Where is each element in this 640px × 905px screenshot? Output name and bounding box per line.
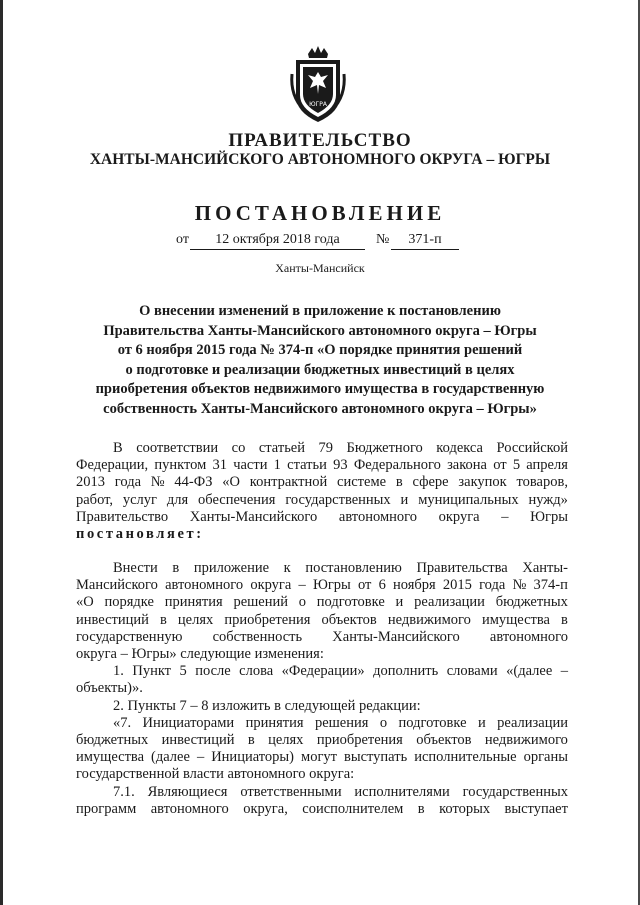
body-line: округа – Югры» следующие изменения:: [76, 646, 324, 663]
word: в: [561, 611, 568, 628]
word: Пункт: [132, 663, 172, 680]
date-prefix: от: [176, 232, 189, 247]
word: могут: [301, 749, 337, 766]
word: Правительства: [416, 560, 508, 576]
word: ноября: [393, 577, 436, 594]
word: (далее: [151, 749, 190, 766]
body-line: [76, 440, 568, 457]
word: Бюджетного: [346, 440, 423, 456]
city: Ханты-Мансийск: [275, 261, 365, 275]
word: объектов: [321, 611, 377, 628]
word: инвестиций: [76, 611, 149, 628]
word: «7.: [113, 714, 132, 731]
word: –: [196, 749, 205, 766]
point-7-1: [76, 784, 568, 801]
document-subject: [60, 302, 580, 419]
word: которых: [439, 800, 491, 817]
word: имущества: [481, 611, 550, 628]
word: –: [560, 663, 568, 680]
word: реализации: [414, 594, 485, 611]
word: 1: [273, 457, 281, 474]
word: 1.: [113, 663, 124, 680]
item-1: [76, 663, 568, 680]
word: для: [166, 491, 189, 508]
word: о: [379, 714, 388, 731]
word: Ханты-: [522, 560, 568, 576]
word: государственную: [76, 628, 183, 645]
word: в: [247, 732, 255, 749]
word: 2015: [442, 577, 472, 594]
word: выступать: [344, 749, 408, 766]
word: Инициаторами: [142, 714, 235, 731]
amendment-paragraph: [76, 560, 568, 818]
body-line-text: [113, 784, 568, 801]
word: органы: [523, 749, 568, 766]
word: приобретения: [224, 611, 311, 628]
emblem-label: ЮГРА: [309, 101, 327, 108]
point-7: [76, 715, 568, 732]
word: бюджетных: [495, 594, 568, 611]
subject-line: о подготовке и реализации бюджетных инвестиций в целях: [125, 361, 515, 378]
word: нужд»: [528, 491, 568, 508]
word: постановлению: [305, 560, 402, 576]
word: после: [195, 663, 231, 680]
word: статьи: [287, 457, 327, 474]
word: выступает: [504, 800, 568, 817]
word: целях: [177, 611, 214, 628]
word: словами: [446, 663, 498, 680]
subject-line: собственность Ханты-Мансийского автономного округа – Югры»: [103, 400, 537, 417]
word: №: [150, 474, 165, 491]
word: 2013: [76, 474, 105, 491]
date-value: 12 октября 2018 года: [190, 232, 365, 250]
word: автономного: [338, 508, 417, 525]
body-line: [76, 612, 568, 629]
word: в: [172, 560, 180, 576]
word: решения: [314, 714, 369, 731]
word: государственных: [285, 491, 391, 508]
word: автономного: [150, 800, 229, 817]
body-line: [76, 732, 568, 749]
word: закона: [447, 457, 487, 474]
word: в: [417, 800, 425, 817]
government-subtitle: ХАНТЫ-МАНСИЙСКОГО АВТОНОМНОГО ОКРУГА – ЮГРЫ: [89, 151, 551, 168]
word: подготовке: [398, 714, 467, 731]
body-line: [76, 560, 568, 577]
word: –: [501, 508, 509, 525]
word: Мансийского: [76, 577, 158, 594]
document-number: 371-п: [391, 232, 459, 250]
word: 44-ФЗ: [174, 474, 213, 491]
document-type: ПОСТАНОВЛЕНИЕ: [194, 201, 446, 225]
body-line: [76, 594, 568, 611]
subject-line: Правительства Ханты-Мансийского автономного округа – Югры: [103, 322, 537, 339]
word: муниципальных: [418, 491, 519, 508]
word: В: [113, 440, 123, 456]
word: целях: [268, 732, 304, 749]
body-line: [76, 629, 568, 646]
word: Внести: [113, 560, 158, 576]
body-line: [76, 474, 568, 491]
word: работ,: [76, 491, 113, 508]
word: 6: [378, 577, 386, 594]
body-line: [76, 457, 568, 474]
word: округа: [250, 577, 292, 594]
word: «Федерации»: [281, 663, 365, 680]
word: ответственными: [240, 783, 342, 800]
word: –: [298, 577, 306, 594]
word: бюджетных: [76, 732, 149, 749]
word: Правительство: [76, 508, 169, 525]
word: принятия: [164, 594, 223, 611]
body-line-text: [113, 663, 568, 680]
word: 31: [212, 457, 227, 474]
body-line: [76, 577, 568, 594]
word: апреля: [526, 457, 568, 474]
body-line: [76, 749, 568, 766]
word: соответствии: [136, 440, 219, 456]
item-2: [76, 698, 568, 715]
word: о: [298, 594, 307, 611]
word: №: [512, 577, 527, 594]
word: части: [233, 457, 268, 474]
word: Югры: [530, 508, 568, 525]
body-line: объекты)».: [76, 680, 143, 697]
coat-of-arms-icon: [286, 44, 350, 126]
word: 7.1.: [113, 783, 135, 800]
word: статьей: [258, 440, 305, 456]
body-line: [76, 801, 568, 818]
word: дополнить: [373, 663, 439, 680]
word: в: [159, 611, 167, 628]
word: решений: [233, 594, 289, 611]
word: государственных: [462, 783, 568, 800]
body-line: [76, 509, 568, 526]
word: Югры: [312, 577, 351, 594]
word: Являющиеся: [147, 783, 228, 800]
word: 5: [512, 457, 521, 474]
word: Федерального: [353, 457, 441, 474]
word: автономного: [165, 577, 244, 594]
subject-line: от 6 ноября 2015 года № 374-п «О порядке принятия решений: [117, 342, 523, 358]
word: имущества: [76, 749, 145, 766]
decree-word: постановляет:: [76, 526, 204, 543]
word: к: [283, 560, 291, 576]
word: Инициаторы): [211, 749, 294, 766]
word: порядке: [104, 594, 154, 611]
word: автономного: [489, 628, 568, 645]
word: недвижимого: [484, 732, 568, 749]
word: услуг: [122, 491, 157, 508]
body-line: [76, 492, 568, 509]
word: и: [477, 714, 486, 731]
word: 5: [179, 663, 187, 680]
number-prefix: №: [376, 232, 390, 247]
word: принятия: [245, 714, 304, 731]
decree-line: [76, 526, 568, 543]
word: «(далее: [506, 663, 553, 680]
body-line: государственной власти автономного округа:: [76, 766, 355, 783]
subject-line: приобретения объектов недвижимого имущества в государственную: [95, 381, 545, 397]
word: года: [114, 474, 142, 491]
word: от: [493, 457, 507, 474]
body-line-text: [113, 560, 568, 577]
word: пунктом: [154, 457, 207, 474]
body-line-text: 2. Пункты 7 – 8 изложить в следующей редакции:: [113, 697, 421, 714]
word: 79: [318, 440, 334, 456]
body-line-text: [113, 440, 568, 457]
word: Ханты-Мансийского: [189, 508, 318, 525]
word: 93: [333, 457, 348, 474]
word: сфере: [412, 474, 449, 491]
word: подготовке: [316, 594, 385, 611]
word: Ханты-Мансийского: [332, 628, 460, 645]
word: со: [231, 440, 246, 456]
word: обеспечения: [198, 491, 276, 508]
word: «О: [76, 594, 94, 611]
word: Российской: [496, 440, 568, 456]
word: округа,: [243, 800, 288, 817]
word: соисполнителем: [302, 800, 404, 817]
word: недвижимого: [387, 611, 471, 628]
word: от: [357, 577, 372, 594]
word: и: [395, 594, 404, 611]
word: приобретения: [316, 732, 403, 749]
word: контрактной: [249, 474, 328, 491]
word: Федерации,: [76, 457, 149, 474]
word: собственность: [212, 628, 303, 645]
word: исполнителями: [354, 783, 450, 800]
word: системе: [337, 474, 387, 491]
word: слова: [239, 663, 274, 680]
word: товаров,: [516, 474, 568, 491]
word: 374-п: [533, 577, 568, 594]
word: приложение: [193, 560, 270, 576]
word: года: [479, 577, 506, 594]
word: в: [395, 474, 403, 491]
word: реализации: [497, 714, 568, 731]
word: и: [400, 491, 409, 508]
word: программ: [76, 800, 137, 817]
word: инвестиций: [161, 732, 235, 749]
preamble-paragraph: [76, 440, 568, 543]
word: «О: [222, 474, 240, 491]
word: округа: [438, 508, 480, 525]
word: закупок: [458, 474, 507, 491]
subject-line: О внесении изменений в приложение к постановлению: [139, 303, 501, 319]
body-line-text: [113, 715, 568, 732]
word: исполнительные: [414, 749, 517, 766]
word: кодекса: [436, 440, 483, 456]
word: объектов: [416, 732, 472, 749]
government-title: ПРАВИТЕЛЬСТВО: [228, 130, 412, 151]
